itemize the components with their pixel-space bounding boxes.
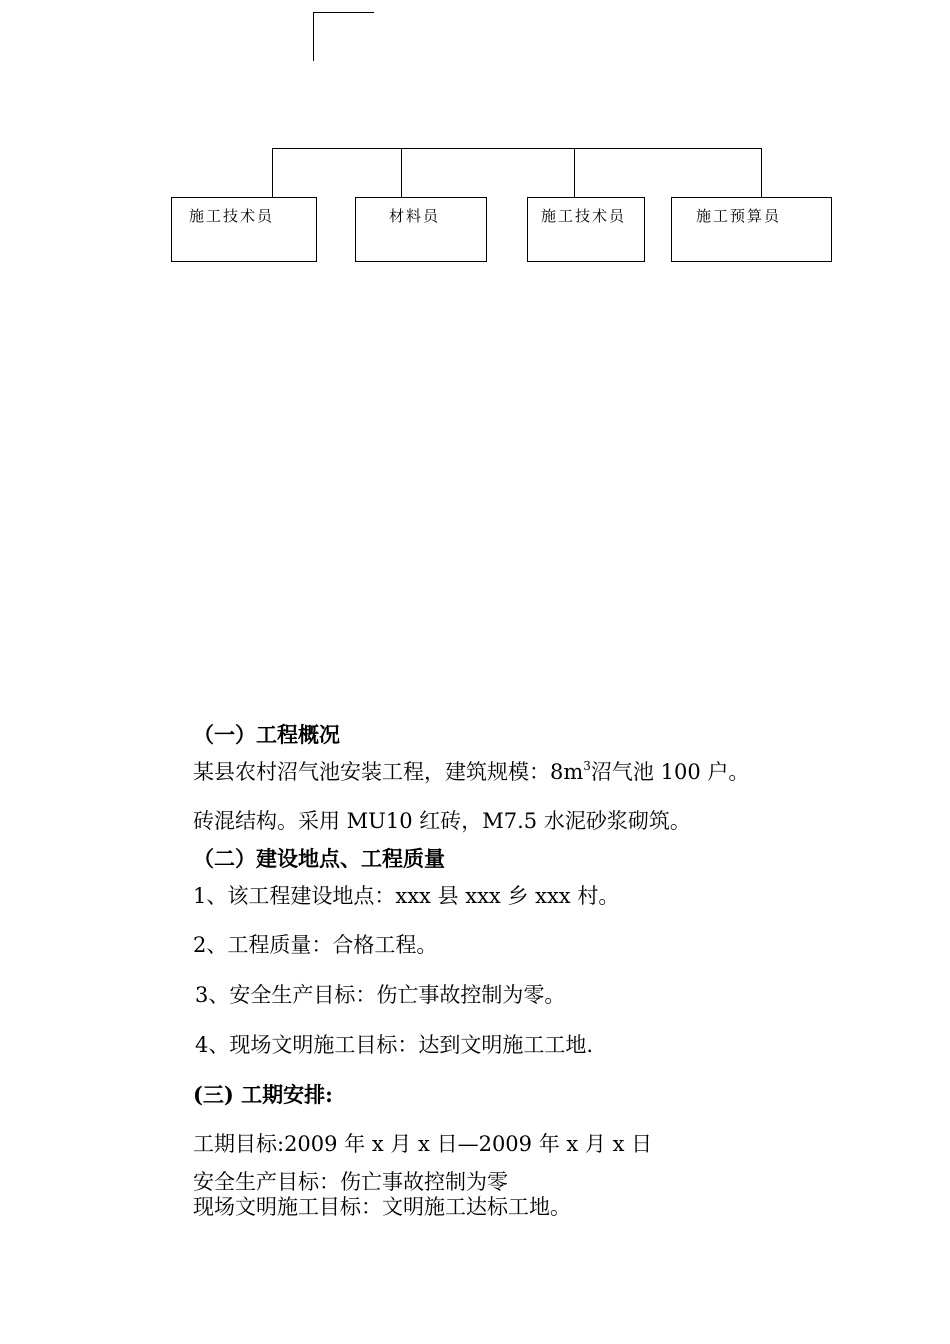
org-chart-horizontal-connector — [272, 148, 762, 149]
section-2-heading: （二）建设地点、工程质量 — [193, 846, 445, 871]
org-box-label: 施工技术员 — [541, 207, 627, 225]
org-chart-connector-4 — [761, 148, 762, 198]
org-box-materials-clerk — [355, 197, 487, 262]
top-box-edge-horizontal — [313, 12, 374, 13]
org-box-construction-technician-2 — [527, 197, 645, 262]
org-chart-connector-2 — [401, 148, 402, 198]
section-1-paragraph-line-1 — [193, 759, 749, 785]
section-1-heading: （一）工程概况 — [193, 722, 340, 747]
org-box-construction-technician — [171, 197, 317, 262]
schedule-target-line: 工期目标:2009 年 x 月 x 日—2009 年 x 月 x 日 — [193, 1132, 653, 1156]
section-2-item-3: 3、安全生产目标：伤亡事故控制为零。 — [195, 983, 566, 1007]
org-box-label: 施工预算员 — [696, 207, 782, 225]
cubic-superscript: 3 — [583, 759, 591, 773]
section-1-paragraph-line-2: 砖混结构。采用 MU10 红砖，M7.5 水泥砂浆砌筑。 — [193, 809, 691, 833]
section-2-item-2: 2、工程质量：合格工程。 — [193, 933, 438, 957]
org-box-label: 材料员 — [389, 207, 441, 225]
org-box-budget-clerk — [671, 197, 832, 262]
safety-target-line: 安全生产目标：伤亡事故控制为零 — [193, 1170, 508, 1194]
scale-text: 某县农村沼气池安装工程，建筑规模：8m — [193, 760, 584, 784]
section-2-item-1: 1、该工程建设地点：xxx 县 xxx 乡 xxx 村。 — [193, 884, 620, 908]
top-box-edge-vertical — [313, 12, 314, 61]
org-box-label: 施工技术员 — [189, 207, 275, 225]
org-chart-connector-1 — [272, 148, 273, 198]
scale-text-end: 沼气池 100 户。 — [590, 760, 750, 784]
section-3-heading: (三) 工期安排: — [193, 1082, 333, 1107]
civilized-construction-line: 现场文明施工目标：文明施工达标工地。 — [193, 1195, 571, 1219]
section-2-item-4: 4、现场文明施工目标：达到文明施工工地. — [195, 1033, 594, 1057]
org-chart-connector-3 — [574, 148, 575, 198]
